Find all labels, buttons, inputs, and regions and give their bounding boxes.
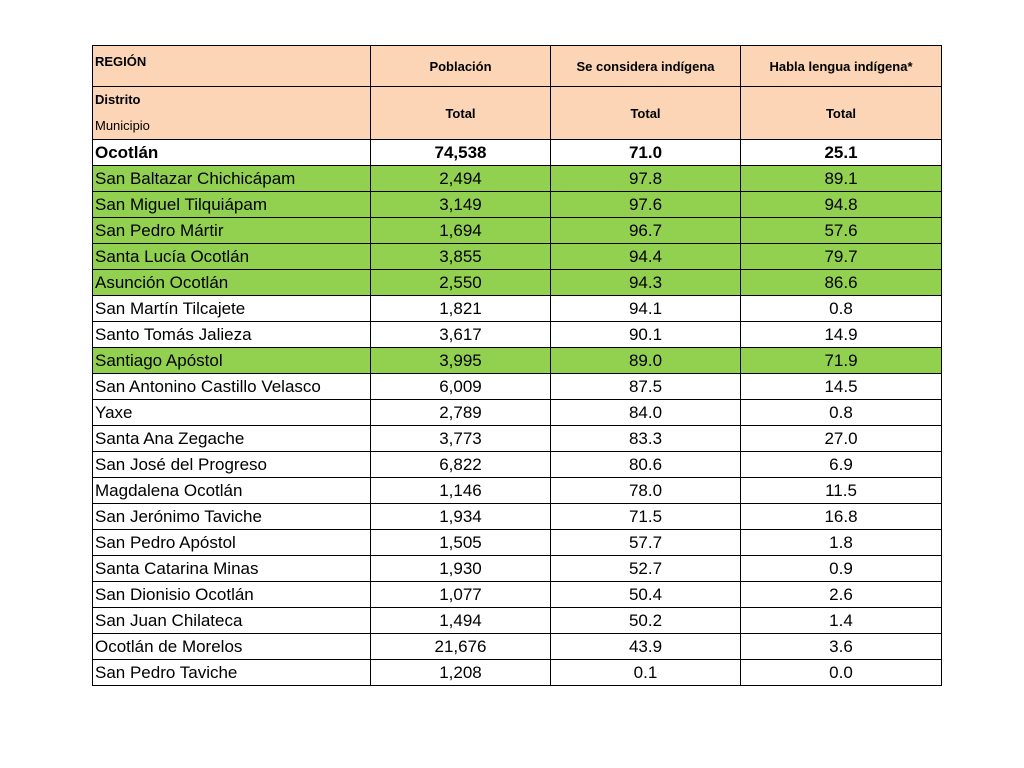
- population-cell: 2,550: [371, 270, 551, 296]
- municipality-name-cell: Ocotlán: [93, 140, 371, 166]
- municipality-name-cell: Santa Lucía Ocotlán: [93, 244, 371, 270]
- population-cell: 2,494: [371, 166, 551, 192]
- table-row: [93, 374, 942, 400]
- population-cell: 1,934: [371, 504, 551, 530]
- municipality-name-cell: Magdalena Ocotlán: [93, 478, 371, 504]
- population-cell: 3,773: [371, 426, 551, 452]
- language-percent-cell: 1.4: [741, 608, 942, 634]
- indigenous-percent-cell: 94.4: [551, 244, 741, 270]
- header-row-subtitles: [93, 87, 942, 140]
- language-percent-cell: 25.1: [741, 140, 942, 166]
- table-row: [93, 582, 942, 608]
- municipality-name-cell: Santiago Apóstol: [93, 348, 371, 374]
- table-row: [93, 556, 942, 582]
- language-percent-cell: 86.6: [741, 270, 942, 296]
- indigenous-percent-cell: 87.5: [551, 374, 741, 400]
- table-row: [93, 218, 942, 244]
- header-region: REGIÓN: [93, 46, 371, 87]
- table-row: [93, 192, 942, 218]
- table-row: [93, 296, 942, 322]
- header-language-total: Total: [741, 87, 942, 140]
- municipality-name-cell: Ocotlán de Morelos: [93, 634, 371, 660]
- indigenous-percent-cell: 97.6: [551, 192, 741, 218]
- municipality-name-cell: San Pedro Taviche: [93, 660, 371, 686]
- indigenous-percent-cell: 78.0: [551, 478, 741, 504]
- language-percent-cell: 1.8: [741, 530, 942, 556]
- table-row: [93, 166, 942, 192]
- header-population: Población: [371, 46, 551, 87]
- header-district: Distrito: [95, 92, 141, 107]
- table-row: [93, 530, 942, 556]
- table-row: [93, 270, 942, 296]
- municipality-name-cell: San Dionisio Ocotlán: [93, 582, 371, 608]
- population-cell: 1,494: [371, 608, 551, 634]
- municipality-name-cell: Yaxe: [93, 400, 371, 426]
- indigenous-percent-cell: 80.6: [551, 452, 741, 478]
- population-cell: 1,694: [371, 218, 551, 244]
- municipality-name-cell: Santo Tomás Jalieza: [93, 322, 371, 348]
- population-cell: 1,146: [371, 478, 551, 504]
- language-percent-cell: 94.8: [741, 192, 942, 218]
- table-row: [93, 244, 942, 270]
- indigenous-percent-cell: 97.8: [551, 166, 741, 192]
- language-percent-cell: 6.9: [741, 452, 942, 478]
- language-percent-cell: 89.1: [741, 166, 942, 192]
- table-row: [93, 426, 942, 452]
- table-body: [93, 140, 942, 686]
- indigenous-percent-cell: 89.0: [551, 348, 741, 374]
- indigenous-percent-cell: 43.9: [551, 634, 741, 660]
- municipality-name-cell: San Juan Chilateca: [93, 608, 371, 634]
- table-row: [93, 322, 942, 348]
- municipality-name-cell: Santa Ana Zegache: [93, 426, 371, 452]
- indigenous-percent-cell: 94.1: [551, 296, 741, 322]
- indigenous-percent-cell: 0.1: [551, 660, 741, 686]
- header-population-total: Total: [371, 87, 551, 140]
- population-cell: 2,789: [371, 400, 551, 426]
- table-row-region-total: [93, 140, 942, 166]
- indigenous-percent-cell: 50.2: [551, 608, 741, 634]
- municipality-name-cell: San Martín Tilcajete: [93, 296, 371, 322]
- header-district-municipality: [93, 87, 371, 140]
- header-language: Habla lengua indígena*: [741, 46, 942, 87]
- indigenous-percent-cell: 71.5: [551, 504, 741, 530]
- municipality-name-cell: San Pedro Mártir: [93, 218, 371, 244]
- municipality-indigenous-table: [92, 45, 942, 686]
- header-indigenous-total: Total: [551, 87, 741, 140]
- population-cell: 1,077: [371, 582, 551, 608]
- municipality-name-cell: San Jerónimo Taviche: [93, 504, 371, 530]
- indigenous-percent-cell: 57.7: [551, 530, 741, 556]
- municipality-name-cell: San José del Progreso: [93, 452, 371, 478]
- municipality-name-cell: San Miguel Tilquiápam: [93, 192, 371, 218]
- language-percent-cell: 0.8: [741, 400, 942, 426]
- header-indigenous: Se considera indígena: [551, 46, 741, 87]
- language-percent-cell: 57.6: [741, 218, 942, 244]
- table-row: [93, 660, 942, 686]
- header-municipality: Municipio: [95, 118, 150, 133]
- population-cell: 1,208: [371, 660, 551, 686]
- population-cell: 1,505: [371, 530, 551, 556]
- population-cell: 3,855: [371, 244, 551, 270]
- header-row-titles: [93, 46, 942, 87]
- municipality-name-cell: San Baltazar Chichicápam: [93, 166, 371, 192]
- indigenous-percent-cell: 90.1: [551, 322, 741, 348]
- population-cell: 1,930: [371, 556, 551, 582]
- indigenous-percent-cell: 96.7: [551, 218, 741, 244]
- population-cell: 21,676: [371, 634, 551, 660]
- language-percent-cell: 27.0: [741, 426, 942, 452]
- municipality-name-cell: San Pedro Apóstol: [93, 530, 371, 556]
- municipality-name-cell: Asunción Ocotlán: [93, 270, 371, 296]
- language-percent-cell: 16.8: [741, 504, 942, 530]
- table-row: [93, 400, 942, 426]
- indigenous-percent-cell: 94.3: [551, 270, 741, 296]
- language-percent-cell: 3.6: [741, 634, 942, 660]
- population-cell: 3,995: [371, 348, 551, 374]
- population-cell: 6,009: [371, 374, 551, 400]
- indigenous-percent-cell: 83.3: [551, 426, 741, 452]
- table-row: [93, 452, 942, 478]
- language-percent-cell: 71.9: [741, 348, 942, 374]
- table-row: [93, 634, 942, 660]
- language-percent-cell: 0.8: [741, 296, 942, 322]
- language-percent-cell: 0.9: [741, 556, 942, 582]
- indigenous-percent-cell: 84.0: [551, 400, 741, 426]
- table-row: [93, 348, 942, 374]
- population-cell: 6,822: [371, 452, 551, 478]
- table-row: [93, 608, 942, 634]
- indigenous-percent-cell: 52.7: [551, 556, 741, 582]
- table-row: [93, 504, 942, 530]
- language-percent-cell: 11.5: [741, 478, 942, 504]
- municipality-name-cell: San Antonino Castillo Velasco: [93, 374, 371, 400]
- population-cell: 1,821: [371, 296, 551, 322]
- population-cell: 3,149: [371, 192, 551, 218]
- table-row: [93, 478, 942, 504]
- indigenous-percent-cell: 50.4: [551, 582, 741, 608]
- language-percent-cell: 2.6: [741, 582, 942, 608]
- language-percent-cell: 0.0: [741, 660, 942, 686]
- language-percent-cell: 14.9: [741, 322, 942, 348]
- population-cell: 3,617: [371, 322, 551, 348]
- municipality-name-cell: Santa Catarina Minas: [93, 556, 371, 582]
- language-percent-cell: 79.7: [741, 244, 942, 270]
- indigenous-percent-cell: 71.0: [551, 140, 741, 166]
- population-cell: 74,538: [371, 140, 551, 166]
- language-percent-cell: 14.5: [741, 374, 942, 400]
